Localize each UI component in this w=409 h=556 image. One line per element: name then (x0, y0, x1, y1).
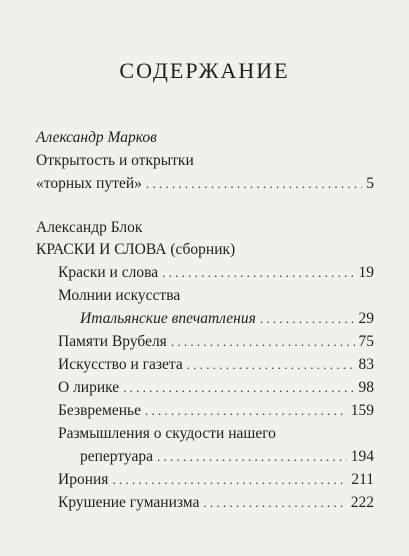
dot-leader (112, 470, 347, 490)
page-number: 75 (358, 333, 374, 350)
dot-leader (157, 447, 347, 467)
toc-entry[interactable] (58, 355, 374, 375)
toc-entry-label: Искусство и газета (58, 356, 183, 373)
toc-entry[interactable] (58, 263, 374, 283)
page-number: 98 (358, 379, 374, 396)
dot-leader (162, 263, 354, 283)
toc-entry[interactable] (58, 493, 374, 513)
page-number: 211 (351, 471, 374, 488)
page-number: 194 (350, 448, 374, 465)
dot-leader (171, 332, 355, 352)
page-number: 19 (358, 264, 374, 281)
toc-entry-label: Безвременье (58, 402, 141, 419)
page-number: 83 (358, 356, 374, 373)
toc-entry-label: «торных путей» (36, 175, 142, 192)
author-name: Александр Марков (36, 129, 157, 146)
collection-name: КРАСКИ И СЛОВА (36, 241, 167, 258)
toc-entry-label: репертуара (80, 448, 153, 465)
toc-entry-label: Ирония (58, 471, 109, 488)
toc-entry-label: Краски и слова (58, 264, 159, 281)
toc-entry-title: Открытость и открытки (36, 152, 194, 169)
page-number: 29 (358, 310, 374, 327)
toc-entry[interactable] (58, 378, 374, 398)
toc-entry[interactable] (58, 332, 374, 352)
toc-entry-label: Итальянские впечатления (80, 310, 256, 327)
collection-title (36, 240, 235, 260)
toc-entry-label: О лирике (58, 379, 120, 396)
toc-entry-label: Крушение гуманизма (58, 494, 200, 511)
collection-note: (сборник) (170, 241, 236, 258)
page-number: 5 (366, 175, 374, 192)
page-number: 159 (350, 402, 374, 419)
dot-leader (145, 401, 347, 421)
page-number: 222 (350, 494, 374, 511)
dot-leader (187, 355, 355, 375)
toc-entry[interactable] (80, 309, 374, 329)
dot-leader (146, 174, 362, 194)
toc-entry-label: Памяти Врубеля (58, 333, 167, 350)
toc-entry-title: Молнии искусства (58, 287, 181, 304)
page-title: СОДЕРЖАНИЕ (119, 58, 290, 83)
toc-entry[interactable] (58, 401, 374, 421)
toc-entry[interactable] (80, 447, 374, 467)
dot-leader (260, 309, 355, 329)
toc-entry[interactable] (58, 470, 374, 490)
author-name: Александр Блок (36, 219, 143, 236)
toc-entry[interactable] (36, 174, 374, 194)
toc-entry-title: Размышления о скудости нашего (58, 425, 276, 442)
dot-leader (203, 493, 346, 513)
dot-leader (123, 378, 354, 398)
